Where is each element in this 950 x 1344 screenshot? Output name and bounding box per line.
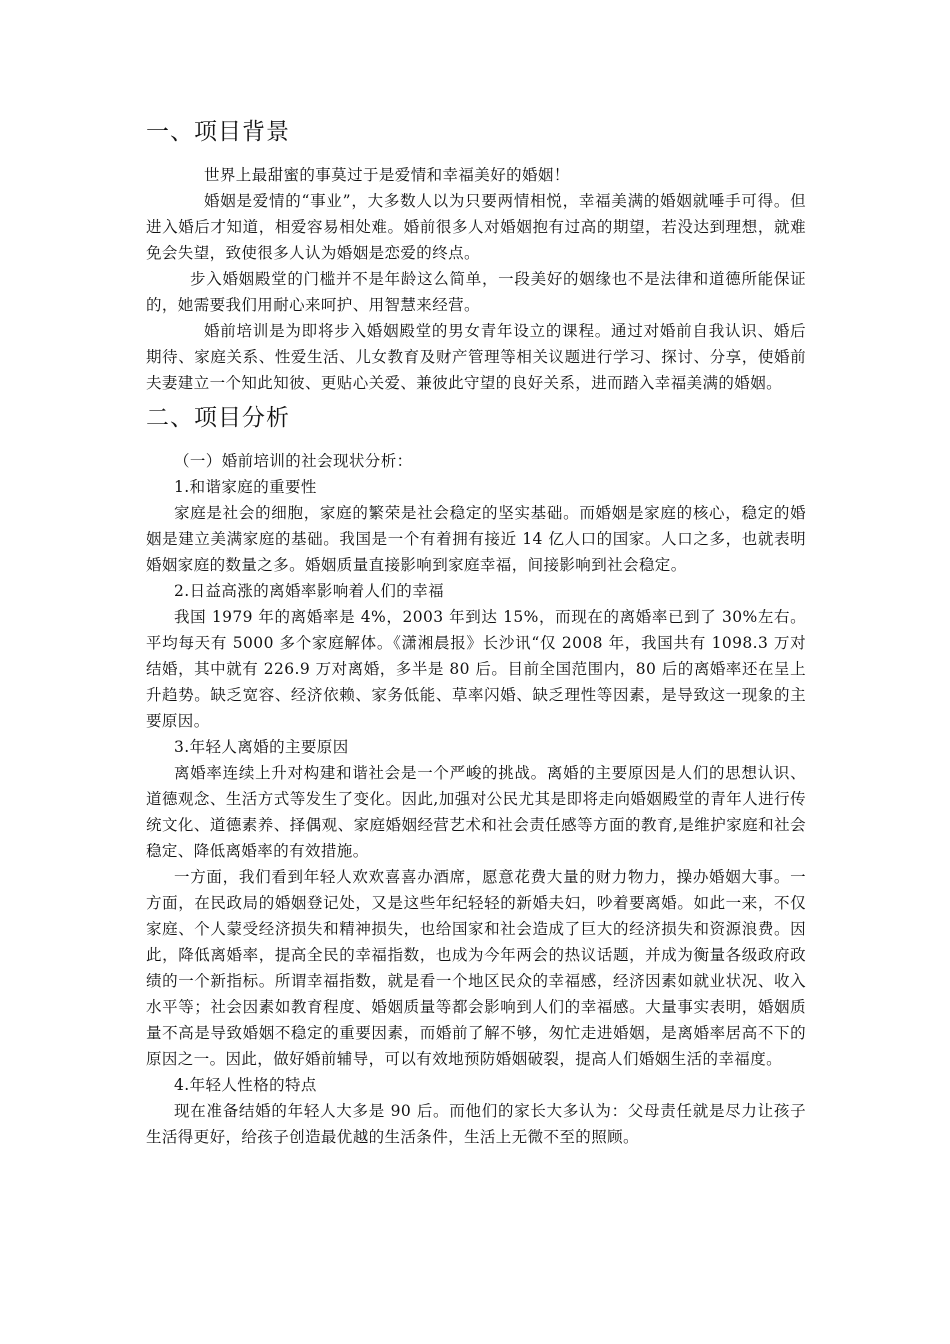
- point-heading-1: 1.和谐家庭的重要性: [174, 478, 317, 496]
- paragraph-background-1: 世界上最甜蜜的事莫过于是爱情和幸福美好的婚姻！: [204, 166, 570, 184]
- section-heading-background: 一、项目背景: [146, 119, 290, 145]
- point-heading-4: 4.年轻人性格的特点: [174, 1076, 317, 1094]
- section-heading-analysis: 二、项目分析: [146, 405, 290, 431]
- paragraph-background-3: 步入婚姻殿堂的门槛并不是年龄这么简单，一段美好的姻缘也不是法律和道德所能保证的，她需要我们用耐心来呵护、用智慧来经营。: [146, 270, 806, 314]
- point-paragraph-3a: 离婚率连续上升对构建和谐社会是一个严峻的挑战。离婚的主要原因是人们的思想认识、道德观念、生活方式等发生了变化。因此,加强对公民尤其是即将走向婚姻殿堂的青年人进行传统文化、道德素养、择偶观、家庭婚姻经营艺术和社会责任感等方面的教育,是维护家庭和社会稳定、降低离婚率的有效措施。: [146, 764, 806, 860]
- paragraph-background-2: 婚姻是爱情的“事业”，大多数人以为只要两情相悦，幸福美满的婚姻就唾手可得。但进入婚后才知道，相爱容易相处难。婚前很多人对婚姻抱有过高的期望，若没达到理想，就难免会失望，致使很多人认为婚姻是恋爱的终点。: [146, 192, 806, 262]
- point-paragraph-3b: 一方面，我们看到年轻人欢欢喜喜办酒席，愿意花费大量的财力物力，操办婚姻大事。一方面，在民政局的婚姻登记处，又是这些年纪轻轻的新婚夫妇，吵着要离婚。如此一来，不仅家庭、个人蒙受经济损失和精神损失，也给国家和社会造成了巨大的经济损失和资源浪费。因此，降低离婚率，提高全民的幸福指数，也成为今年两会的热议话题，并成为衡量各级政府政绩的一个新指标。所谓幸福指数，就是看一个地区民众的幸福感，经济因素如就业状况、收入水平等；社会因素如教育程度、婚姻质量等都会影响到人们的幸福感。大量事实表明，婚姻质量不高是导致婚姻不稳定的重要因素，而婚前了解不够，匆忙走进婚姻，是离婚率居高不下的原因之一。因此，做好婚前辅导，可以有效地预防婚姻破裂，提高人们婚姻生活的幸福度。: [146, 868, 806, 1068]
- point-paragraph-2: 我国 1979 年的离婚率是 4%，2003 年到达 15%，而现在的离婚率已到了 30%左右。平均每天有 5000 多个家庭解体。《潇湘晨报》长沙讯“仅 2008 年，我国共有 1098.3 万对结婚，其中就有 226.9 万对离婚，多半是 80 后。目前全国范围内，80 后的离婚率还在呈上升趋势。缺乏宽容、经济依赖、家务低能、草率闪婚、缺乏理性等因素，是导致这一现象的主要原因。: [146, 608, 806, 730]
- point-paragraph-1: 家庭是社会的细胞，家庭的繁荣是社会稳定的坚实基础。而婚姻是家庭的核心，稳定的婚姻是建立美满家庭的基础。我国是一个有着拥有接近 14 亿人口的国家。人口之多，也就表明婚姻家庭的数量之多。婚姻质量直接影响到家庭幸福，间接影响到社会稳定。: [146, 504, 806, 574]
- point-paragraph-4: 现在准备结婚的年轻人大多是 90 后。而他们的家长大多认为：父母责任就是尽力让孩子生活得更好，给孩子创造最优越的生活条件，生活上无微不至的照顾。: [146, 1102, 806, 1146]
- point-heading-3: 3.年轻人离婚的主要原因: [174, 738, 349, 756]
- point-heading-2: 2.日益高涨的离婚率影响着人们的幸福: [174, 582, 444, 600]
- document-page: [146, 112, 806, 1150]
- subsection-heading: （一）婚前培训的社会现状分析：: [174, 452, 413, 470]
- paragraph-background-4: 婚前培训是为即将步入婚姻殿堂的男女青年设立的课程。通过对婚前自我认识、婚后期待、家庭关系、性爱生活、儿女教育及财产管理等相关议题进行学习、探讨、分享，使婚前夫妻建立一个知此知彼、更贴心关爱、兼彼此守望的良好关系，进而踏入幸福美满的婚姻。: [146, 322, 806, 392]
